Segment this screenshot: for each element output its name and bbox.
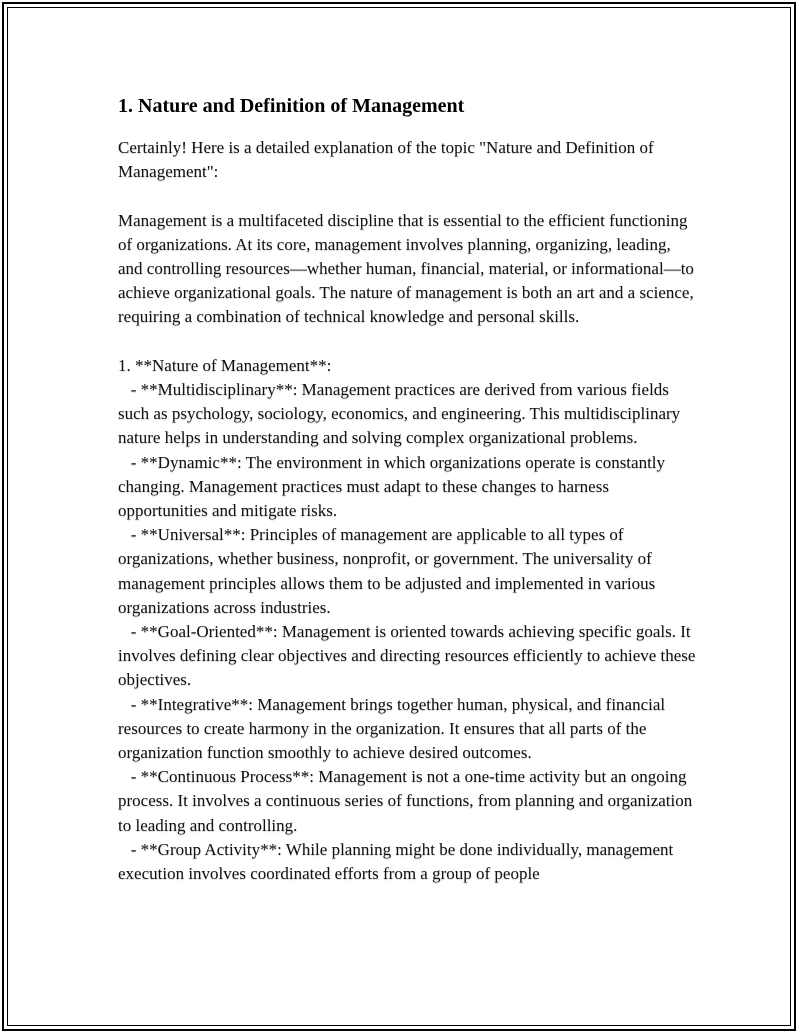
list-item: - **Group Activity**: While planning might be done individually, management execution involves coordinated efforts from a group of people — [118, 839, 674, 884]
list-item: - **Integrative**: Management brings together human, physical, and financial resources to create harmony in the organization. It ensures that all parts of the organization function smoothly to achieve desired outcomes. — [118, 694, 666, 763]
overview-paragraph: Management is a multifaceted discipline that is essential to the efficient functioning of organizations. At its core, management involves planning, organizing, leading, and controlling resources—whether human, financial, material, or informational—to achieve organizational goals. The nature of management is both an art and a science, requiring a combination of technical knowledge and personal skills. — [118, 210, 694, 327]
list-heading: 1. **Nature of Management**: — [118, 355, 332, 375]
list-item: - **Dynamic**: The environment in which organizations operate is constantly changing. Management practices must adapt to these changes to harness opportunities and mitigate risks. — [118, 452, 666, 521]
list-item: - **Continuous Process**: Management is not a one-time activity but an ongoing process. It involves a continuous series of functions, from planning and organization to leading and controlling. — [118, 767, 693, 835]
intro-paragraph: Certainly! Here is a detailed explanation of the topic "Nature and Definition of Management": — [118, 138, 654, 182]
list-item: - **Goal-Oriented**: Management is oriented towards achieving specific goals. It involves defining clear objectives and directing resources efficiently to achieve these objectives. — [118, 622, 696, 690]
document-title: 1. Nature and Definition of Management — [118, 95, 465, 117]
document-body — [118, 92, 698, 886]
nature-list — [118, 354, 698, 886]
list-item: - **Universal**: Principles of management are applicable to all types of organizations, whether business, nonprofit, or government. The universality of management principles allows them to be adjusted and implemented in various organizations across industries. — [118, 525, 656, 617]
list-item: - **Multidisciplinary**: Management practices are derived from various fields such as psychology, sociology, economics, and engineering. This multidisciplinary nature helps in understanding and solving complex organizational problems. — [118, 380, 681, 448]
